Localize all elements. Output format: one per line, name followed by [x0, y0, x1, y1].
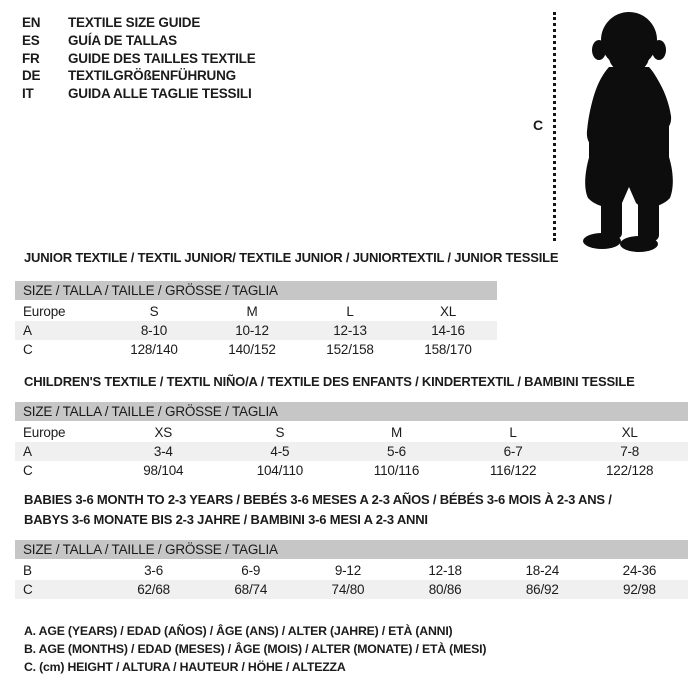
table-row: [15, 580, 688, 599]
height-measure-dotted-line: [553, 12, 556, 241]
toddler-silhouette-image: [561, 5, 700, 253]
language-row: [22, 14, 256, 32]
row-label: Europe: [23, 425, 66, 440]
table-row: [15, 423, 688, 442]
language-row: [22, 85, 256, 103]
table-cell: 86/92: [525, 582, 559, 597]
row-label: A: [23, 444, 32, 459]
footnote-line: A. AGE (YEARS) / EDAD (AÑOS) / ÂGE (ANS) / ALTER (JAHRE) / ETÀ (ANNI): [24, 624, 453, 638]
language-title: GUIDE DES TAILLES TEXTILE: [68, 50, 256, 66]
height-measure-label: C: [533, 117, 543, 133]
row-label: B: [23, 563, 32, 578]
table-cell: 122/128: [605, 463, 654, 478]
table-cell: 92/98: [623, 582, 656, 597]
table-cell: XS: [154, 425, 173, 440]
table-row: [15, 302, 497, 321]
table-cell: 10-12: [235, 323, 269, 338]
table-cell: L: [509, 425, 517, 440]
language-code: FR: [22, 50, 40, 66]
table-row: [15, 561, 688, 580]
table-cell: 152/158: [326, 342, 374, 357]
table-cell: 7-8: [620, 444, 640, 459]
table-row: [15, 340, 497, 359]
table-cell: XL: [439, 304, 457, 319]
language-code: EN: [22, 15, 41, 30]
table-cell: 6-9: [241, 563, 261, 578]
section-title-line: BABIES 3-6 MONTH TO 2-3 YEARS / BEBÉS 3-6 MESES A 2-3 AÑOS / BÉBÉS 3-6 MOIS À 2-3 ANS /: [24, 492, 612, 507]
table-cell: 12-18: [428, 563, 462, 578]
footnote-legend: [24, 622, 486, 676]
size-table-header: SIZE / TALLA / TAILLE / GRÖSSE / TAGLIA: [15, 281, 497, 300]
table-cell: 158/170: [424, 342, 472, 357]
table-cell: 80/86: [428, 582, 462, 597]
table-cell: 140/152: [228, 342, 276, 357]
table-cell: M: [390, 425, 402, 440]
footnote-line: C. (cm) HEIGHT / ALTURA / HAUTEUR / HÖHE / ALTEZZA: [24, 660, 346, 674]
table-row: [15, 321, 497, 340]
size-table-header: SIZE / TALLA / TAILLE / GRÖSSE / TAGLIA: [15, 540, 688, 559]
table-cell: 14-16: [431, 323, 465, 338]
table-cell: S: [275, 425, 285, 440]
language-title-list: [22, 14, 256, 103]
row-label: A: [23, 323, 32, 338]
table-cell: XL: [621, 425, 638, 440]
table-cell: 110/116: [373, 463, 420, 478]
section-title-line: CHILDREN'S TEXTILE / TEXTIL NIÑO/A / TEXTILE DES ENFANTS / KINDERTEXTIL / BAMBINI TESSILE: [24, 374, 635, 389]
row-label: C: [23, 342, 33, 357]
size-table-header: SIZE / TALLA / TAILLE / GRÖSSE / TAGLIA: [15, 402, 688, 421]
row-label: C: [23, 582, 33, 597]
language-row: [22, 32, 256, 50]
language-row: [22, 67, 256, 85]
table-cell: 3-4: [153, 444, 173, 459]
table-cell: 5-6: [387, 444, 406, 459]
table-cell: 8-10: [140, 323, 168, 338]
table-cell: M: [246, 304, 258, 319]
table-cell: 12-13: [333, 323, 367, 338]
table-cell: 98/104: [143, 463, 184, 478]
language-title: GUIDA ALLE TAGLIE TESSILI: [68, 86, 252, 102]
babies-size-table: [15, 540, 688, 599]
language-code: IT: [22, 86, 34, 102]
table-cell: 116/122: [489, 463, 537, 478]
section-title-children: [24, 372, 635, 392]
table-cell: 9-12: [334, 563, 362, 578]
table-cell: 128/140: [130, 342, 178, 357]
language-title: GUÍA DE TALLAS: [68, 32, 177, 48]
section-title-line: JUNIOR TEXTILE / TEXTIL JUNIOR/ TEXTILE JUNIOR / JUNIORTEXTIL / JUNIOR TESSILE: [24, 250, 559, 265]
table-cell: 18-24: [525, 563, 560, 578]
row-label: Europe: [23, 304, 66, 319]
table-cell: 62/68: [137, 582, 170, 597]
language-row: [22, 50, 256, 68]
table-body: [15, 302, 497, 359]
children-size-table: [15, 402, 688, 480]
language-code: DE: [22, 68, 41, 84]
table-cell: 4-5: [270, 444, 290, 459]
table-cell: 68/74: [234, 582, 268, 597]
row-label: C: [23, 463, 33, 478]
language-code: ES: [22, 32, 40, 48]
table-cell: 24-36: [622, 563, 657, 578]
table-cell: 3-6: [144, 563, 164, 578]
section-title-junior: [24, 248, 558, 268]
table-cell: 6-7: [503, 444, 523, 459]
table-cell: S: [149, 304, 159, 319]
table-cell: 74/80: [331, 582, 365, 597]
footnote-line: B. AGE (MONTHS) / EDAD (MESES) / ÂGE (MOIS) / ALTER (MONATE) / ETÀ (MESI): [24, 642, 487, 656]
section-title-babies: [24, 490, 612, 529]
section-title-line: BABYS 3-6 MONATE BIS 2-3 JAHRE / BAMBINI 3-6 MESI A 2-3 ANNI: [24, 511, 428, 527]
table-row: [15, 461, 688, 480]
language-title: TEXTILE SIZE GUIDE: [68, 15, 201, 30]
table-cell: 104/110: [256, 463, 304, 478]
table-body: [15, 423, 688, 480]
table-body: [15, 561, 688, 599]
table-cell: L: [346, 304, 354, 319]
language-title: TEXTILGRÖßENFÜHRUNG: [68, 68, 236, 84]
table-row: [15, 442, 688, 461]
junior-size-table: [15, 281, 497, 359]
